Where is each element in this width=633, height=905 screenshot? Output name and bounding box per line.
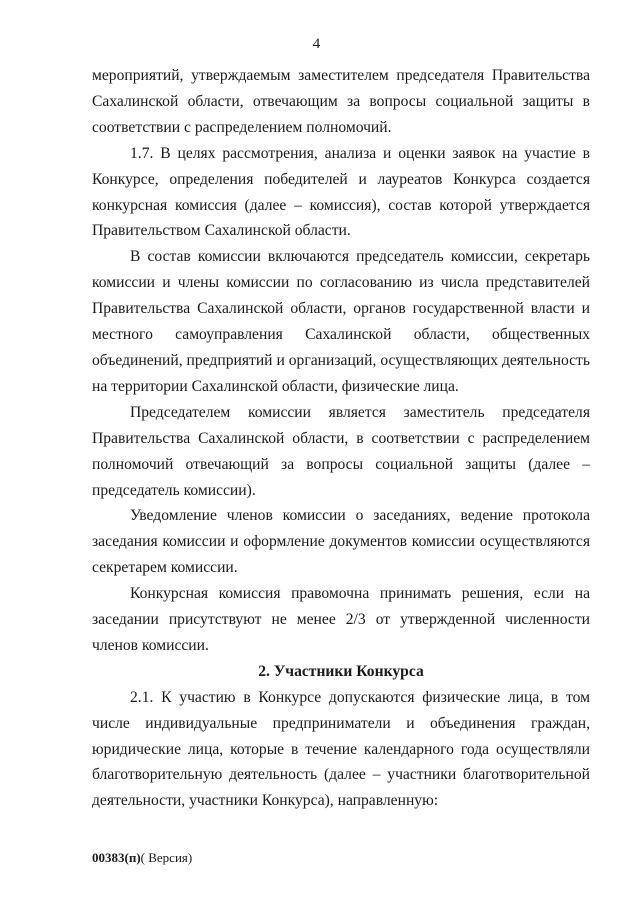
paragraph-1-7: 1.7. В целях рассмотрения, анализа и оценки заявок на участие в Конкурсе, определения победителей и лауреатов Конкурса создается конкурсная комиссия (далее – комиссия), состав которой утверждается Правительством Сахалинской области. <box>92 144 590 240</box>
document-version: ( Версия) <box>140 850 193 865</box>
paragraph-continuation: мероприятий, утверждаемым заместителем председателя Правительства Сахалинской области, отвечающим за вопросы социальной защиты в соответствии с распределением полномочий. <box>92 67 590 136</box>
paragraph-commission-quorum: Конкурсная комиссия правомочна принимать решения, если на заседании присутствуют не менее 2/3 от утвержденной численности членов комиссии. <box>92 585 590 654</box>
page-number: 4 <box>312 36 321 52</box>
paragraph-commission-chairman: Председателем комиссии является заместитель председателя Правительства Сахалинской области, в соответствии с распределением полномочий отвечающий за вопросы социальной защиты (далее – председатель комиссии). <box>92 403 590 499</box>
paragraph-2-1: 2.1. К участию в Конкурсе допускаются физические лица, в том числе индивидуальные предприниматели и объединения граждан, юридические лица, которые в течение календарного года осуществляли благотворительную деятельность (далее – участники благотворительной деятельности, участники Конкурса), направленную: <box>92 688 590 810</box>
body-text <box>92 63 590 814</box>
section-heading: 2. Участники Конкурса <box>258 662 424 680</box>
paragraph-commission-secretary: Уведомление членов комиссии о заседаниях, ведение протокола заседания комиссии и оформление документов комиссии осуществляются секретарем комиссии. <box>92 507 590 577</box>
document-footer <box>92 850 192 866</box>
document-code: 00383(п) <box>92 850 141 865</box>
paragraph-commission-composition: В состав комиссии включаются председатель комиссии, секретарь комиссии и члены комиссии по согласованию из числа представителей Правительства Сахалинской области, органов государственной власти и местного самоуправления Сахалинской области, общественных объединений, предприятий и организаций, осуществляющих деятельность на территории Сахалинской области, физические лица. <box>92 248 590 395</box>
